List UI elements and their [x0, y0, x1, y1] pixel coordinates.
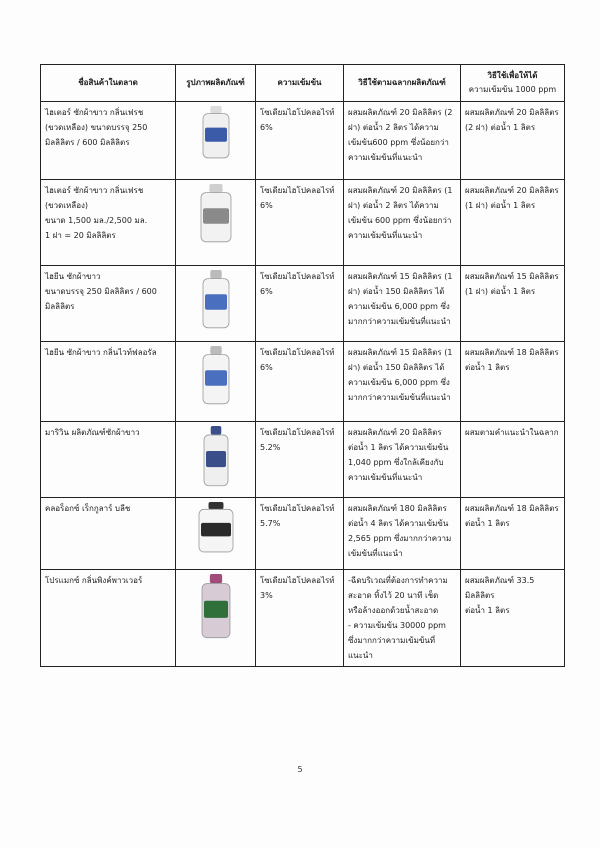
cell-text-line: 6%: [260, 287, 273, 296]
cell-text-line: ผสมผลิตภัณฑ์ 15 มิลลิลิตร (1: [348, 348, 453, 357]
table-row: [41, 102, 565, 180]
cell-text-line: แนะนำ: [348, 651, 373, 660]
label-usage-cell: [344, 342, 461, 422]
cell-text-line: มาริวิน ผลิตภัณฑ์ซักผ้าขาว: [45, 428, 140, 437]
cell-text-line: ขนาด 1,500 มล./2,500 มล.: [45, 216, 148, 225]
cell-text-line: โซเดียมไฮโปคลอไรท์: [260, 504, 335, 513]
concentration-cell: [256, 342, 344, 422]
table-row: [41, 498, 565, 570]
table-row: [41, 266, 565, 342]
cell-text-line: หรือล้างออกด้วยน้ำสะอาด: [348, 606, 439, 615]
product-image-cell: [176, 342, 256, 422]
product-name-cell: [41, 342, 176, 422]
bottle-cap: [210, 270, 221, 278]
target-usage-cell: [461, 180, 565, 266]
product-name-cell: [41, 422, 176, 498]
cell-text-line: ผสมผลิตภัณฑ์ 20 มิลลิลิตร (2: [348, 108, 453, 117]
product-image-cell: [176, 422, 256, 498]
target-usage-cell: [461, 342, 565, 422]
cell-text-line: โซเดียมไฮโปคลอไรท์: [260, 108, 335, 117]
cell-text-line: 6%: [260, 123, 273, 132]
bottle-label: [206, 451, 226, 467]
concentration-cell: [256, 266, 344, 342]
label-usage-cell: [344, 422, 461, 498]
cell-text-line: ผสมผลิตภัณฑ์ 15 มิลลิลิตร (1: [348, 272, 453, 281]
cell-text-line: ผสมผลิตภัณฑ์ 18 มิลลิลิตร: [465, 504, 559, 513]
cell-text-line: มิลลิลิตร / 600 มิลลิลิตร: [45, 138, 130, 147]
cell-text-line: 5.7%: [260, 519, 281, 528]
cell-text-line: โซเดียมไฮโปคลอไรท์: [260, 576, 335, 585]
bottle-label: [205, 128, 227, 142]
bottle-cap: [209, 184, 222, 192]
cell-text-line: ผสมผลิตภัณฑ์ 20 มิลลิลิตร: [465, 186, 559, 195]
cell-text-line: ผสมผลิตภัณฑ์ 20 มิลลิลิตร: [348, 428, 442, 437]
cell-text-line: ไฮเตอร์ ซักผ้าขาว กลิ่นเฟรช: [45, 186, 144, 195]
target-usage-cell: [461, 422, 565, 498]
product-name-cell: [41, 570, 176, 667]
table-row: [41, 342, 565, 422]
product-name-cell: [41, 102, 176, 180]
product-image-cell: [176, 570, 256, 667]
cell-text-line: ความเข้มข้นที่แนะนำ: [348, 473, 423, 482]
cell-text-line: เข้มข้นที่แนะนำ: [348, 549, 403, 558]
cell-text-line: โซเดียมไฮโปคลอไรท์: [260, 348, 335, 357]
bottle-cap: [208, 502, 223, 509]
target-usage-cell: [461, 102, 565, 180]
concentration-cell: [256, 180, 344, 266]
target-usage-cell: [461, 498, 565, 570]
cell-text-line: (ขวดเหลือง): [45, 201, 89, 210]
product-image-cell: [176, 498, 256, 570]
cell-text-line: ผสมผลิตภัณฑ์ 20 มิลลิลิตร: [465, 108, 559, 117]
cell-text-line: ฝา) ต่อน้ำ 150 มิลลิลิตร ได้: [348, 287, 445, 296]
concentration-cell: [256, 498, 344, 570]
header-concentration: ความเข้มข้น: [256, 65, 344, 102]
bottle-label: [204, 601, 228, 618]
header-label-usage: วิธีใช้ตามฉลากผลิตภัณฑ์: [344, 65, 461, 102]
table-row: [41, 422, 565, 498]
cell-text-line: เข้มข้น 600 ppm ซึ่งน้อยกว่า: [348, 216, 452, 225]
bottle-label: [201, 523, 231, 537]
cell-text-line: คลอร็อกซ์ เร็กกูลาร์ บลีช: [45, 504, 131, 513]
header-target-usage-main: วิธีใช้เพื่อให้ได้: [487, 71, 538, 80]
cell-text-line: โปรแมกซ์ กลิ่นพิงค์พาวเวอร์: [45, 576, 143, 585]
cell-text-line: เข้มข้น600 ppm ซึ่งน้อยกว่า: [348, 138, 449, 147]
cell-text-line: ความเข้มข้น 6,000 ppm ซึ่ง: [348, 378, 450, 387]
cell-text-line: ต่อน้ำ 1 ลิตร: [465, 606, 510, 615]
cell-text-line: ฝา) ต่อน้ำ 150 มิลลิลิตร ได้: [348, 363, 445, 372]
bottle-label: [203, 208, 229, 224]
cell-text-line: มิลลิลิตร: [45, 302, 75, 311]
cell-text-line: ความเข้มข้น 6,000 ppm ซึ่ง: [348, 302, 450, 311]
cell-text-line: 1,040 ppm ซึ่งใกล้เคียงกับ: [348, 458, 444, 467]
cell-text-line: ผสมผลิตภัณฑ์ 180 มิลลิลิตร: [348, 504, 447, 513]
label-usage-cell: [344, 266, 461, 342]
cell-text-line: ผสมผลิตภัณฑ์ 33.5 มิลลิลิตร: [465, 576, 535, 600]
cell-text-line: -ฉีดบริเวณที่ต้องการทำความ: [348, 576, 448, 585]
cell-text-line: ความเข้มข้นที่แนะนำ: [348, 153, 423, 162]
cell-text-line: ต่อน้ำ 1 ลิตร: [465, 363, 510, 372]
cell-text-line: 6%: [260, 363, 273, 372]
header-product-image: รูปภาพผลิตภัณฑ์: [176, 65, 256, 102]
label-usage-cell: [344, 180, 461, 266]
product-bottle-image: [199, 269, 233, 333]
cell-text-line: ซึ่งมากกว่าความเข้มข้นที่: [348, 636, 436, 645]
cell-text-line: ผสมผลิตภัณฑ์ 15 มิลลิลิตร: [465, 272, 559, 281]
product-bottle-image: [197, 183, 235, 247]
cell-text-line: ต่อน้ำ 1 ลิตร: [465, 519, 510, 528]
cell-text-line: 3%: [260, 591, 273, 600]
cell-text-line: 2,565 ppm ซึ่งมากกว่าความ: [348, 534, 452, 543]
cell-text-line: ผสมตามคำแนะนำในฉลาก: [465, 428, 559, 437]
cell-text-line: มากกว่าความเข้มข้นที่แนะนำ: [348, 317, 451, 326]
concentration-cell: [256, 422, 344, 498]
cell-text-line: ผสมผลิตภัณฑ์ 20 มิลลิลิตร (1: [348, 186, 453, 195]
target-usage-cell: [461, 266, 565, 342]
bottle-label: [205, 370, 227, 386]
product-bottle-image: [200, 425, 232, 491]
cell-text-line: ไฮยีน ซักผ้าขาว: [45, 272, 101, 281]
target-usage-cell: [461, 570, 565, 667]
label-usage-cell: [344, 102, 461, 180]
cell-text-line: ผสมผลิตภัณฑ์ 18 มิลลิลิตร: [465, 348, 559, 357]
cell-text-line: ไฮเตอร์ ซักผ้าขาว กลิ่นเฟรช: [45, 108, 144, 117]
product-bottle-image: [195, 501, 237, 557]
header-product-name: ชื่อสินค้าในตลาด: [41, 65, 176, 102]
product-name-cell: [41, 180, 176, 266]
cell-text-line: ต่อน้ำ 4 ลิตร ได้ความเข้มข้น: [348, 519, 449, 528]
product-name-cell: [41, 266, 176, 342]
cell-text-line: (1 ฝา) ต่อน้ำ 1 ลิตร: [465, 201, 536, 210]
product-bottle-image: [198, 573, 234, 643]
cell-text-line: ไฮยีน ซักผ้าขาว กลิ่นไวท์ฟลอรัล: [45, 348, 157, 357]
bottle-cap: [210, 426, 221, 435]
header-target-usage: [461, 65, 565, 102]
table-row: [41, 180, 565, 266]
cell-text-line: มากกว่าความเข้มข้นที่แนะนำ: [348, 393, 451, 402]
concentration-cell: [256, 102, 344, 180]
table-row: [41, 570, 565, 667]
cell-text-line: ขนาดบรรจุ 250 มิลลิลิตร / 600: [45, 287, 157, 296]
label-usage-cell: [344, 498, 461, 570]
table-header-row: [41, 65, 565, 102]
header-target-usage-sub: ความเข้มข้น 1000 ppm: [468, 85, 557, 94]
cell-text-line: - ความเข้มข้น 30000 ppm: [348, 621, 446, 630]
cell-text-line: โซเดียมไฮโปคลอไรท์: [260, 428, 335, 437]
cell-text-line: 6%: [260, 201, 273, 210]
cell-text-line: ฝา) ต่อน้ำ 2 ลิตร ได้ความ: [348, 201, 439, 210]
bottle-label: [205, 294, 227, 310]
product-name-cell: [41, 498, 176, 570]
product-bottle-image: [199, 105, 233, 163]
cell-text-line: ต่อน้ำ 1 ลิตร ได้ความเข้มข้น: [348, 443, 449, 452]
cell-text-line: 1 ฝา = 20 มิลลิลิตร: [45, 231, 116, 240]
product-bottle-image: [199, 345, 233, 409]
page-number: 5: [297, 765, 303, 774]
cell-text-line: (ขวดเหลือง) ขนาดบรรจุ 250: [45, 123, 148, 132]
cell-text-line: สะอาด ทิ้งไว้ 20 นาที เช็ด: [348, 591, 439, 600]
concentration-cell: [256, 570, 344, 667]
cell-text-line: โซเดียมไฮโปคลอไรท์: [260, 272, 335, 281]
bottle-cap: [210, 106, 221, 114]
cell-text-line: ความเข้มข้นที่แนะนำ: [348, 231, 423, 240]
cell-text-line: 5.2%: [260, 443, 281, 452]
product-table: [40, 64, 565, 667]
product-image-cell: [176, 266, 256, 342]
bottle-cap: [209, 574, 221, 583]
cell-text-line: ฝา) ต่อน้ำ 2 ลิตร ได้ความ: [348, 123, 439, 132]
cell-text-line: (2 ฝา) ต่อน้ำ 1 ลิตร: [465, 123, 536, 132]
label-usage-cell: [344, 570, 461, 667]
cell-text-line: โซเดียมไฮโปคลอไรท์: [260, 186, 335, 195]
cell-text-line: (1 ฝา) ต่อน้ำ 1 ลิตร: [465, 287, 536, 296]
bottle-cap: [210, 346, 221, 354]
product-image-cell: [176, 102, 256, 180]
product-image-cell: [176, 180, 256, 266]
